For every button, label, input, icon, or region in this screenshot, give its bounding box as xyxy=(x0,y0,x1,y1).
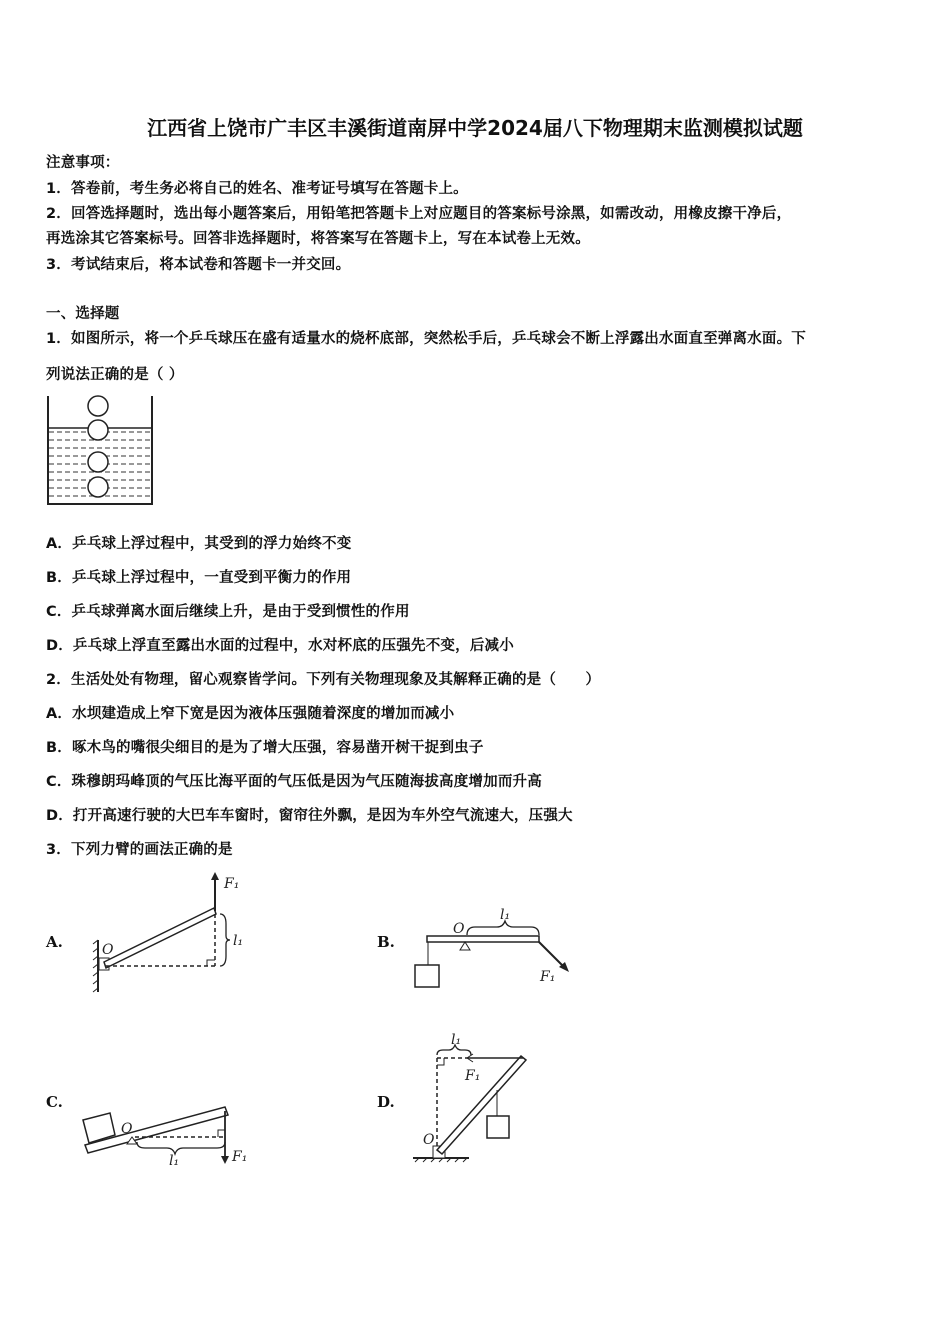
question-3-stem: 3．下列力臂的画法正确的是 xyxy=(46,842,233,858)
pivot-label: O xyxy=(453,921,465,937)
section-heading: 一、选择题 xyxy=(46,306,120,322)
option: D．打开高速行驶的大巴车车窗时，窗帘往外飘，是因为车外空气流速大，压强大 xyxy=(46,808,573,824)
option: C．珠穆朗玛峰顶的气压比海平面的气压低是因为气压随海拔高度增加而升高 xyxy=(46,774,542,790)
force-label: F₁ xyxy=(224,876,240,892)
question-1-stem: 1．如图所示，将一个乒乓球压在盛有适量水的烧杯底部，突然松手后，乒乓球会不断上浮露出水面直至弹离水面。下 xyxy=(46,331,806,347)
lever-diagram-c xyxy=(75,1085,255,1170)
force-label: F₁ xyxy=(232,1149,248,1165)
notice-heading: 注意事项： xyxy=(46,155,120,171)
beaker-diagram xyxy=(44,392,156,508)
pivot-label: O xyxy=(102,942,114,958)
option: A．乒乓球上浮过程中，其受到的浮力始终不变 xyxy=(46,536,352,552)
arm-label: l₁ xyxy=(451,1032,462,1048)
pivot-label: O xyxy=(423,1132,435,1148)
page-title: 江西省上饶市广丰区丰溪街道南屏中学2024届八下物理期末监测模拟试题 xyxy=(147,116,803,140)
force-label: F₁ xyxy=(465,1068,481,1084)
lever-diagram-a xyxy=(90,870,250,1000)
question-2-stem: 2．生活处处有物理，留心观察皆学问。下列有关物理现象及其解释正确的是（ ） xyxy=(46,672,601,688)
pivot-label: O xyxy=(121,1121,133,1137)
lever-diagram-d xyxy=(405,1030,545,1170)
option: C．乒乓球弹离水面后继续上升，是由于受到惯性的作用 xyxy=(46,604,410,620)
option-d-label: D. xyxy=(377,1093,395,1111)
option: D．乒乓球上浮直至露出水面的过程中，水对杯底的压强先不变，后减小 xyxy=(46,638,514,654)
lever-diagram-b xyxy=(405,905,580,995)
option: B．乒乓球上浮过程中，一直受到平衡力的作用 xyxy=(46,570,352,586)
notice-item: 1．答卷前，考生务必将自己的姓名、准考证号填写在答题卡上。 xyxy=(46,181,468,197)
arm-label: l₁ xyxy=(233,933,244,949)
option-b-label: B. xyxy=(377,933,395,951)
force-label: F₁ xyxy=(540,969,556,985)
option: A．水坝建造成上窄下宽是因为液体压强随着深度的增加而减小 xyxy=(46,706,455,722)
arm-label: l₁ xyxy=(500,907,511,923)
option: B．啄木鸟的嘴很尖细目的是为了增大压强，容易凿开树干捉到虫子 xyxy=(46,740,484,756)
option-c-label: C. xyxy=(46,1093,63,1111)
option-a-label: A. xyxy=(46,933,63,951)
arm-label: l₁ xyxy=(169,1153,180,1169)
notice-item: 3．考试结束后，将本试卷和答题卡一并交回。 xyxy=(46,257,351,273)
notice-item: 2．回答选择题时，选出每小题答案后，用铅笔把答题卡上对应题目的答案标号涂黑，如需改动，用橡皮擦干净后， xyxy=(46,206,792,222)
notice-item: 再选涂其它答案标号。回答非选择题时，将答案写在答题卡上，写在本试卷上无效。 xyxy=(46,231,590,247)
question-1-stem: 列说法正确的是（ ） xyxy=(46,367,184,383)
